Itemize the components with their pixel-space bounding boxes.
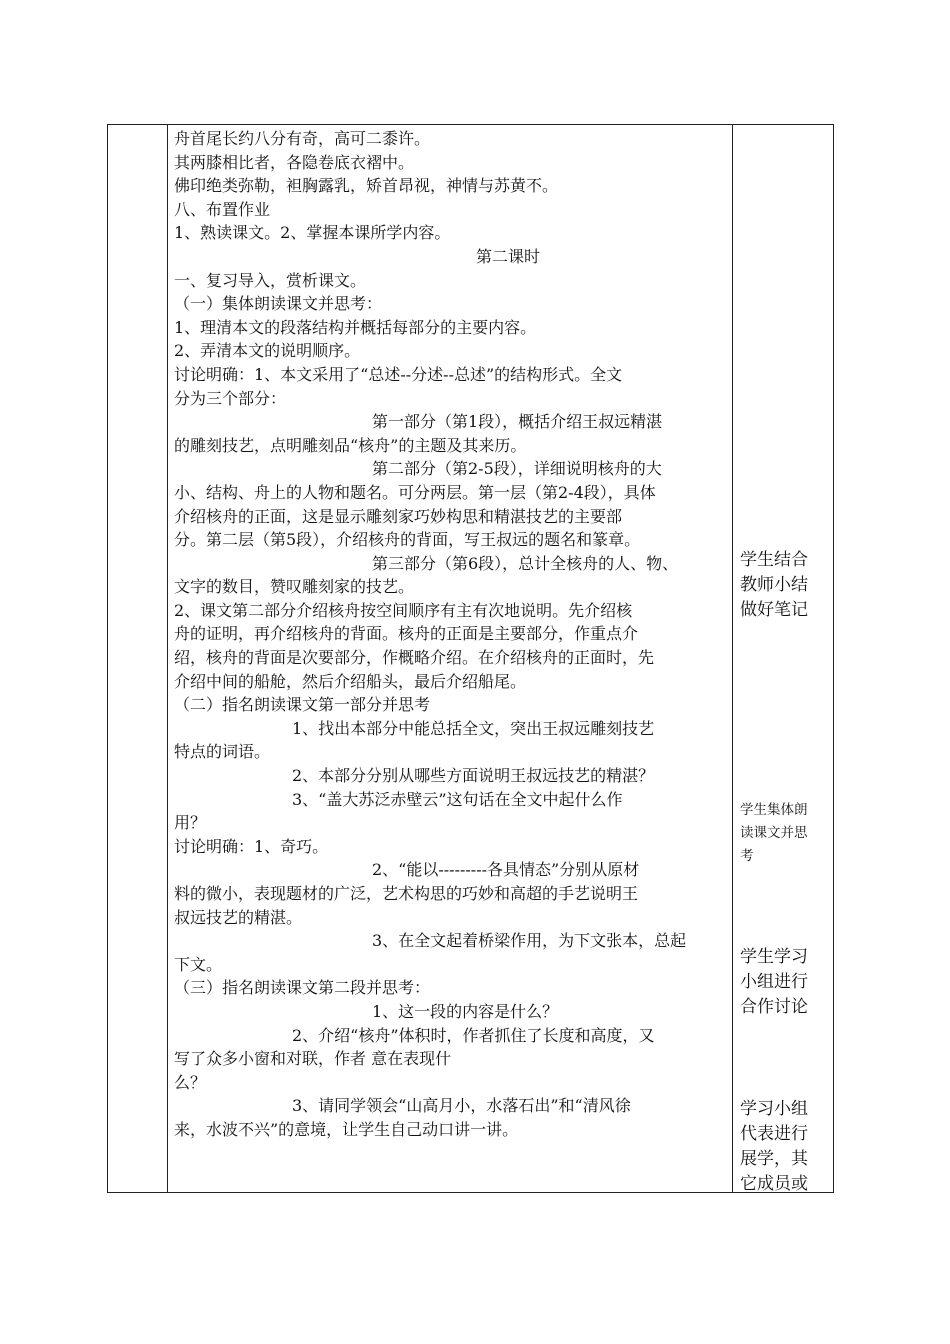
side-note-line: 学生学习 — [740, 947, 808, 967]
content-line: 3、请同学领会“山高月小，水落石出”和“清风徐 — [292, 1096, 631, 1116]
content-line: 下文。 — [174, 954, 223, 974]
content-line: 讨论明确：1、本文采用了“总述--分述--总述”的结构形式。全文 — [174, 364, 623, 384]
content-line: 一、复习导入，赏析课文。 — [174, 270, 367, 290]
content-line: 特点的词语。 — [174, 742, 271, 762]
side-note-1 — [740, 548, 830, 623]
column-divider-right — [732, 125, 733, 1192]
teaching-content-column — [174, 127, 730, 1142]
side-note-line: 小组进行 — [740, 972, 808, 992]
content-line: 2、“能以---------各具情态”分别从原材 — [372, 860, 640, 880]
side-note-line: 它成员或 — [740, 1174, 808, 1194]
content-line: 用？ — [174, 813, 207, 833]
content-line: 1、找出本部分中能总括全文，突出王叔远雕刻技艺 — [292, 718, 655, 738]
side-note-line: 代表进行 — [740, 1124, 808, 1144]
content-line: 么？ — [174, 1072, 207, 1092]
side-note-line: 学习小组 — [740, 1099, 808, 1119]
side-note-line: 学生结合 — [740, 550, 808, 570]
content-line: 分为三个部分： — [174, 388, 287, 408]
content-line: 小、结构、舟上的人物和题名。可分两层。第一层（第2-4段），具体 — [174, 482, 656, 502]
content-line: 2、弄清本文的说明顺序。 — [174, 341, 361, 361]
content-line: （二）指名朗读课文第一部分并思考 — [174, 695, 431, 715]
side-note-line: 读课文并思 — [740, 825, 808, 841]
content-line: 绍，核舟的背面是次要部分，作概略介绍。在介绍核舟的正面时，先 — [174, 648, 655, 668]
side-note-line: 考 — [740, 848, 754, 864]
content-line: 八、布置作业 — [174, 199, 271, 219]
column-divider-left — [167, 125, 168, 1192]
side-note-line: 做好笔记 — [740, 600, 808, 620]
content-line: 第二课时 — [476, 246, 541, 266]
content-line: 舟首尾长约八分有奇，高可二黍许。 — [174, 129, 431, 148]
side-note-line: 展学，其 — [740, 1149, 808, 1169]
content-line: （一）集体朗读课文并思考： — [174, 294, 383, 314]
content-line: 第三部分（第6段），总计全核舟的人、物、 — [372, 553, 679, 573]
side-note-4 — [740, 1097, 830, 1197]
content-line: （三）指名朗读课文第二段并思考： — [174, 978, 431, 998]
content-line: 的雕刻技艺，点明雕刻品“核舟”的主题及其来历。 — [174, 435, 527, 455]
content-line: 第一部分（第1段），概括介绍王叔远精湛 — [372, 412, 663, 432]
content-line: 2、介绍“核舟”体积时，作者抓住了长度和高度，又 — [292, 1025, 655, 1045]
content-line: 第二部分（第2-5段），详细说明核舟的大 — [372, 459, 662, 479]
content-line: 2、课文第二部分介绍核舟按空间顺序有主有次地说明。先介绍核 — [174, 600, 633, 620]
content-line: 料的微小，表现题材的广泛，艺术构思的巧妙和高超的手艺说明王 — [174, 884, 639, 903]
side-note-line: 学生集体朗 — [740, 802, 808, 818]
content-line: 1、理清本文的段落结构并概括每部分的主要内容。 — [174, 317, 537, 337]
content-line: 分。第二层（第5段），介绍核舟的背面，写王叔远的题名和篆章。 — [174, 530, 641, 550]
content-line: 佛印绝类弥勒，袒胸露乳，矫首昂视，神情与苏黄不。 — [174, 176, 559, 196]
side-note-line: 合作讨论 — [740, 997, 808, 1017]
content-line: 叔远技艺的精湛。 — [174, 907, 303, 927]
content-line: 舟的证明，再介绍核舟的背面。核舟的正面是主要部分，作重点介 — [174, 624, 639, 644]
content-line: 其两膝相比者，各隐卷底衣褶中。 — [174, 152, 415, 172]
content-line: 1、这一段的内容是什么？ — [372, 1001, 559, 1021]
content-line: 写了众多小窗和对联，作者 意在表现什 — [174, 1049, 452, 1069]
content-line: 2、本部分分别从哪些方面说明王叔远技艺的精湛？ — [292, 766, 655, 786]
side-note-2 — [740, 799, 830, 868]
side-note-line: 教师小结 — [740, 575, 808, 595]
content-line: 1、熟读课文。2、掌握本课所学内容。 — [174, 223, 451, 243]
content-line: 介绍核舟的正面，这是显示雕刻家巧妙构思和精湛技艺的主要部 — [174, 506, 623, 526]
content-line: 讨论明确：1、奇巧。 — [174, 836, 329, 856]
side-note-3 — [740, 945, 830, 1020]
content-line: 3、“盖大苏泛赤壁云”这句话在全文中起什么作 — [292, 789, 623, 809]
content-line: 介绍中间的船舱，然后介绍船头，最后介绍船尾。 — [174, 671, 527, 691]
content-line: 文字的数目，赞叹雕刻家的技艺。 — [174, 577, 415, 597]
lesson-table — [107, 124, 834, 1193]
content-line: 来，水波不兴”的意境，让学生自己动口讲一讲。 — [174, 1119, 519, 1139]
content-line: 3、在全文起着桥梁作用，为下文张本，总起 — [372, 931, 687, 951]
